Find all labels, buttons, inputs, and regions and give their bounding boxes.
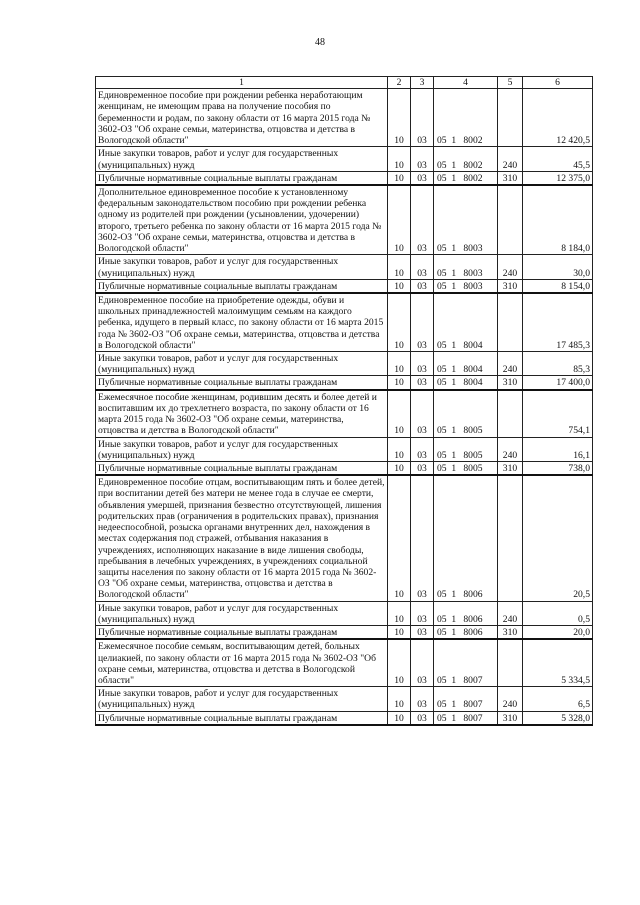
table-header-row [96,77,593,89]
header-col-1: 1 [96,77,388,89]
row-subsection: 03 [411,626,434,640]
row-expense-type [498,475,523,601]
row-subsection: 03 [411,293,434,352]
row-subsection: 03 [411,89,434,147]
row-section: 10 [388,255,411,279]
table-row [96,352,593,376]
row-section: 10 [388,462,411,476]
table-row [96,475,593,601]
row-section: 10 [388,171,411,185]
row-description: Иные закупки товаров, работ и услуг для государственных (муниципальных) нужд [96,255,388,279]
row-description: Дополнительное единовременное пособие к установленному федеральным законодательством пособию при рождении ребенка одному из родителей при рождении (усыновлении, удочерении) второго, третьего ребенка по закону области от 16 марта 2015 года № 3602-ОЗ "Об охране семьи, материнства, отцовства и детства в Вологодской области" [96,185,388,255]
row-section: 10 [388,711,411,725]
row-section: 10 [388,279,411,293]
row-amount: 6,5 [523,687,593,711]
header-col-4: 4 [434,77,498,89]
table-row [96,462,593,476]
table-row [96,687,593,711]
table-row [96,376,593,390]
budget-table [95,76,593,726]
row-amount: 8 184,0 [523,185,593,255]
row-amount: 5 334,5 [523,639,593,686]
row-target-code: 05 1 8005 [434,437,498,461]
row-amount: 5 328,0 [523,711,593,725]
row-amount: 0,5 [523,601,593,625]
row-subsection: 03 [411,601,434,625]
row-expense-type [498,89,523,147]
row-target-code: 05 1 8006 [434,601,498,625]
table-row [96,639,593,686]
row-amount: 30,0 [523,255,593,279]
row-subsection: 03 [411,255,434,279]
row-amount: 754,1 [523,390,593,437]
row-description: Публичные нормативные социальные выплаты гражданам [96,711,388,725]
row-description: Публичные нормативные социальные выплаты гражданам [96,279,388,293]
page-number: 48 [315,37,325,48]
row-section: 10 [388,437,411,461]
table-row [96,147,593,171]
row-subsection: 03 [411,711,434,725]
header-col-5: 5 [498,77,523,89]
table-row [96,185,593,255]
row-target-code: 05 1 8007 [434,711,498,725]
row-amount: 12 420,5 [523,89,593,147]
table-row [96,626,593,640]
row-amount: 12 375,0 [523,171,593,185]
row-amount: 45,5 [523,147,593,171]
table-body [96,89,593,725]
row-amount: 738,0 [523,462,593,476]
row-section: 10 [388,352,411,376]
row-expense-type [498,639,523,686]
row-subsection: 03 [411,437,434,461]
row-target-code: 05 1 8005 [434,462,498,476]
row-section: 10 [388,687,411,711]
row-section: 10 [388,390,411,437]
row-section: 10 [388,601,411,625]
row-subsection: 03 [411,390,434,437]
row-description: Иные закупки товаров, работ и услуг для государственных (муниципальных) нужд [96,601,388,625]
row-section: 10 [388,89,411,147]
row-section: 10 [388,376,411,390]
row-expense-type [498,390,523,437]
row-target-code: 05 1 8002 [434,89,498,147]
row-subsection: 03 [411,376,434,390]
row-description: Иные закупки товаров, работ и услуг для государственных (муниципальных) нужд [96,147,388,171]
row-description: Иные закупки товаров, работ и услуг для государственных (муниципальных) нужд [96,687,388,711]
header-col-3: 3 [411,77,434,89]
row-section: 10 [388,639,411,686]
row-subsection: 03 [411,462,434,476]
table-row [96,390,593,437]
table-row [96,437,593,461]
row-description: Единовременное пособие отцам, воспитывающим пять и более детей, при воспитании детей без матери не менее года в случае ее смерти, объявления умершей, признания безвестно отсутствующей, лишения родительских прав (ограничения в родительских правах), признания недееспособной, розыска органами внутренних дел, нахождения в местах содержания под стражей, отбывания наказания в учреждениях, исполняющих наказание в виде лишения свободы, пребывания в лечебных учреждениях, в учреждениях социальной защиты населения по закону области от 16 марта 2015 года № 3602-ОЗ "Об охране семьи, материнства, отцовства и детства в Вологодской области" [96,475,388,601]
row-section: 10 [388,626,411,640]
row-expense-type: 240 [498,352,523,376]
row-subsection: 03 [411,171,434,185]
row-subsection: 03 [411,475,434,601]
table-row [96,279,593,293]
row-expense-type: 240 [498,147,523,171]
row-expense-type: 240 [498,255,523,279]
row-subsection: 03 [411,185,434,255]
row-target-code: 05 1 8004 [434,352,498,376]
row-target-code: 05 1 8002 [434,171,498,185]
row-subsection: 03 [411,352,434,376]
row-subsection: 03 [411,687,434,711]
row-description: Публичные нормативные социальные выплаты гражданам [96,626,388,640]
row-target-code: 05 1 8005 [434,390,498,437]
row-amount: 17 400,0 [523,376,593,390]
row-description: Публичные нормативные социальные выплаты гражданам [96,462,388,476]
row-section: 10 [388,475,411,601]
row-expense-type [498,293,523,352]
row-amount: 20,0 [523,626,593,640]
table-row [96,89,593,147]
table-row [96,171,593,185]
table-row [96,255,593,279]
header-col-2: 2 [388,77,411,89]
row-description: Иные закупки товаров, работ и услуг для государственных (муниципальных) нужд [96,437,388,461]
row-subsection: 03 [411,279,434,293]
row-description: Публичные нормативные социальные выплаты гражданам [96,376,388,390]
row-section: 10 [388,293,411,352]
row-description: Единовременное пособие на приобретение одежды, обуви и школьных принадлежностей малоимущим семьям на каждого ребенка, идущего в первый класс, по закону области от 16 марта 2015 года № 3602-ОЗ "Об охране семьи, материнства, отцовства и детства в Вологодской области" [96,293,388,352]
row-target-code: 05 1 8004 [434,293,498,352]
row-target-code: 05 1 8002 [434,147,498,171]
row-description: Единовременное пособие при рождении ребенка неработающим женщинам, не имеющим права на получение пособия по беременности и родам, по закону области от 16 марта 2015 года № 3602-ОЗ "Об охране семьи, материнства, отцовства и детства в Вологодской области" [96,89,388,147]
row-expense-type: 240 [498,687,523,711]
row-target-code: 05 1 8003 [434,279,498,293]
table-row [96,711,593,725]
row-amount: 85,3 [523,352,593,376]
row-expense-type: 310 [498,711,523,725]
row-target-code: 05 1 8006 [434,475,498,601]
row-target-code: 05 1 8003 [434,255,498,279]
row-target-code: 05 1 8007 [434,639,498,686]
table-row [96,601,593,625]
row-description: Публичные нормативные социальные выплаты гражданам [96,171,388,185]
row-description: Иные закупки товаров, работ и услуг для государственных (муниципальных) нужд [96,352,388,376]
row-section: 10 [388,147,411,171]
row-expense-type: 310 [498,462,523,476]
row-expense-type: 310 [498,171,523,185]
header-col-6: 6 [523,77,593,89]
row-amount: 8 154,0 [523,279,593,293]
row-target-code: 05 1 8007 [434,687,498,711]
row-target-code: 05 1 8003 [434,185,498,255]
row-expense-type: 310 [498,279,523,293]
row-expense-type: 310 [498,376,523,390]
row-expense-type: 310 [498,626,523,640]
row-expense-type: 240 [498,437,523,461]
row-amount: 17 485,3 [523,293,593,352]
row-expense-type [498,185,523,255]
row-target-code: 05 1 8004 [434,376,498,390]
row-amount: 16,1 [523,437,593,461]
row-target-code: 05 1 8006 [434,626,498,640]
row-section: 10 [388,185,411,255]
row-expense-type: 240 [498,601,523,625]
row-subsection: 03 [411,147,434,171]
table-row [96,293,593,352]
row-subsection: 03 [411,639,434,686]
row-amount: 20,5 [523,475,593,601]
row-description: Ежемесячное пособие семьям, воспитывающим детей, больных целиакией, по закону области от 16 марта 2015 года № 3602-ОЗ "Об охране семьи, материнства, отцовства и детства в Вологодской области" [96,639,388,686]
row-description: Ежемесячное пособие женщинам, родившим десять и более детей и воспитавшим их до трехлетнего возраста, по закону области от 16 марта 2015 года № 3602-ОЗ "Об охране семьи, материнства, отцовства и детства в Вологодской области" [96,390,388,437]
